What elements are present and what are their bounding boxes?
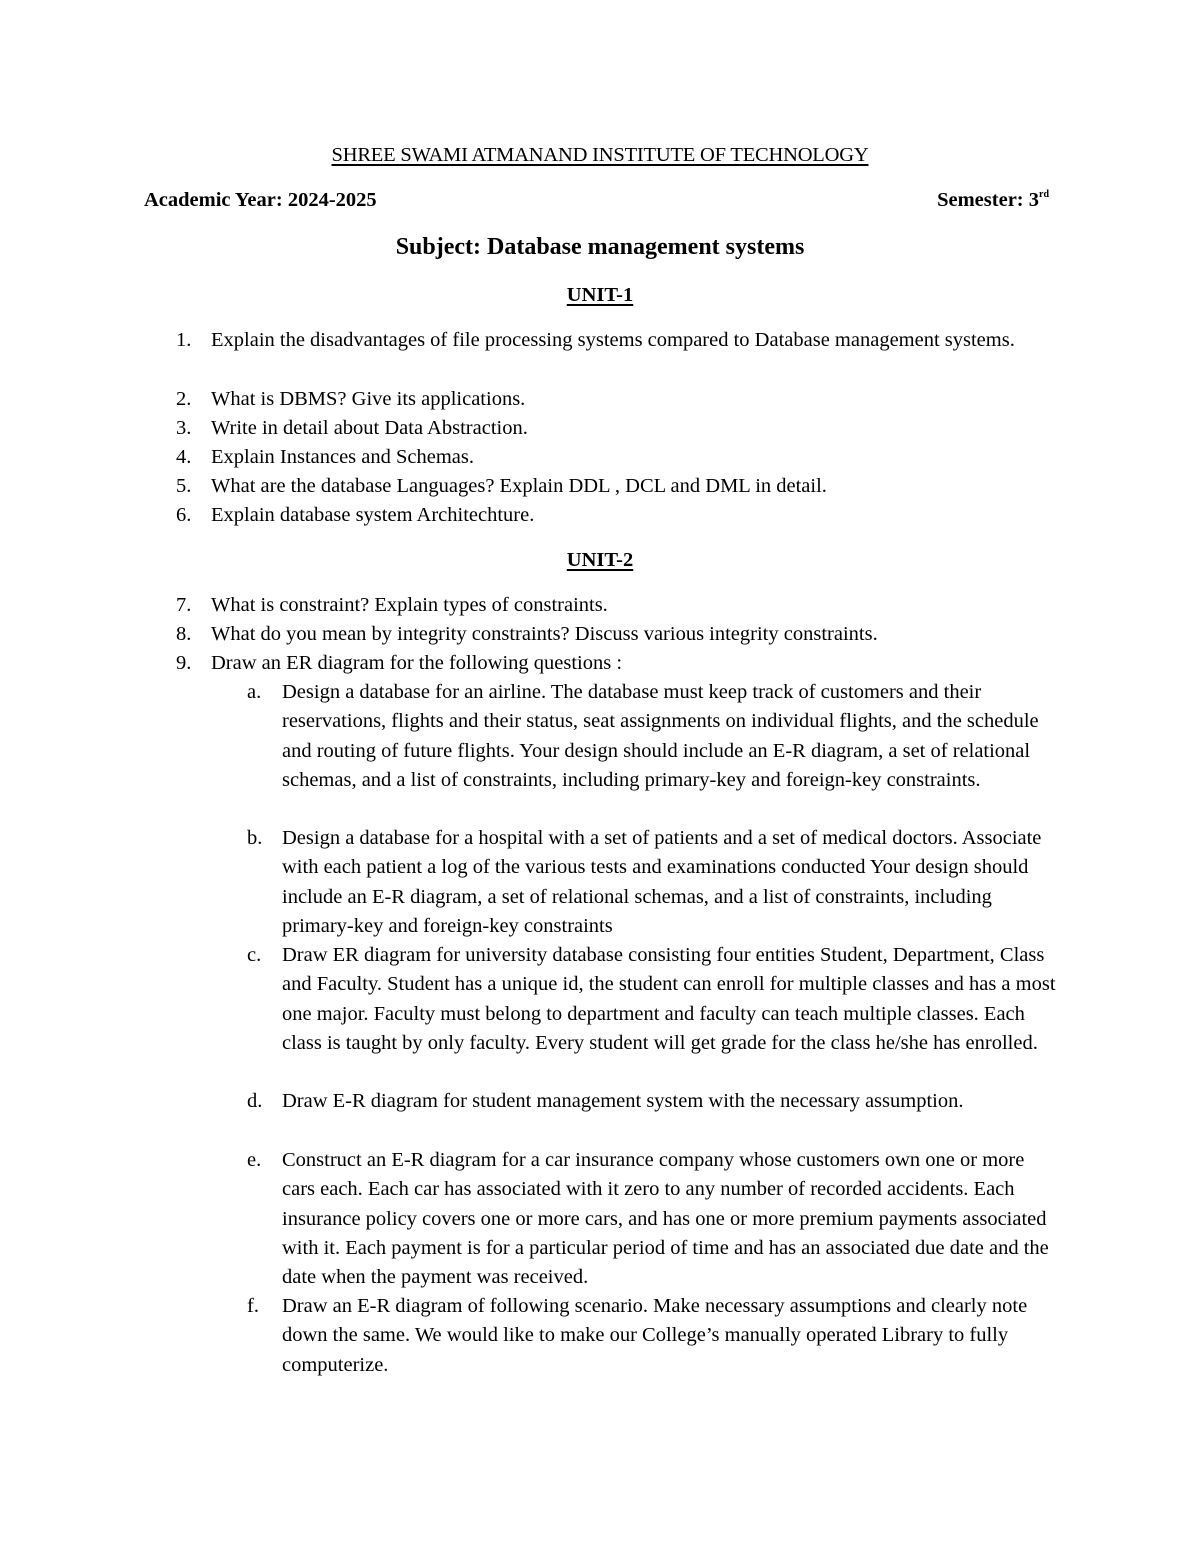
question-number: 7. bbox=[176, 594, 192, 616]
institute-title: SHREE SWAMI ATMANAND INSTITUTE OF TECHNOLOGY bbox=[331, 144, 869, 166]
question-text: Draw an ER diagram for the following questions : bbox=[211, 652, 623, 674]
question-number: 5. bbox=[176, 475, 192, 497]
question-number: 8. bbox=[176, 623, 192, 645]
question-text: Write in detail about Data Abstraction. bbox=[211, 417, 528, 439]
question-number: 3. bbox=[176, 417, 192, 439]
subquestion-letter: d. bbox=[247, 1090, 263, 1112]
semester bbox=[937, 189, 1049, 212]
question-number: 2. bbox=[176, 388, 192, 410]
question-text: What is constraint? Explain types of constraints. bbox=[211, 594, 608, 616]
semester-label: Semester: 3 bbox=[937, 189, 1039, 211]
question-text: What is DBMS? Give its applications. bbox=[211, 388, 526, 410]
question-text: What do you mean by integrity constraints? Discuss various integrity constraints. bbox=[211, 623, 878, 645]
question-number: 9. bbox=[176, 652, 192, 674]
unit-1-heading: UNIT-1 bbox=[566, 284, 634, 306]
question-text: Explain the disadvantages of file processing systems compared to Database management systems. bbox=[211, 329, 1015, 351]
question-text: Explain Instances and Schemas. bbox=[211, 446, 475, 468]
subquestion-text: Design a database for an airline. The database must keep track of customers and their reservations, flights and their status, seat assignments on individual flights, and the schedule and routing of future flights. Your design should include an E-R diagram, a set of relational schemas, and a list of constraints, including primary-key and foreign-key constraints. bbox=[282, 681, 1039, 791]
subquestion-text: Construct an E-R diagram for a car insurance company whose customers own one or more cars each. Each car has associated with it zero to any number of recorded accidents. Each insurance policy covers one or more cars, and has one or more premium payments associated with it. Each payment is for a particular period of time and has an associated due date and the date when the payment was received. bbox=[282, 1149, 1049, 1289]
academic-year: Academic Year: 2024-2025 bbox=[144, 189, 377, 211]
subquestion-letter: c. bbox=[247, 944, 262, 966]
subquestion-letter: e. bbox=[247, 1149, 262, 1171]
subquestion-text: Design a database for a hospital with a set of patients and a set of medical doctors. Associate with each patient a log of the various tests and examinations conducted Your design should include an E-R diagram, a set of relational schemas, and a list of constraints, including primary-key and foreign-key constraints bbox=[282, 827, 1042, 937]
subquestion-letter: f. bbox=[247, 1295, 259, 1317]
subquestion-text: Draw ER diagram for university database consisting four entities Student, Department, Class and Faculty. Student has a unique id, the student can enroll for multiple classes and has a most one major. Faculty must belong to department and faculty can teach multiple classes. Each class is taught by only faculty. Every student will get grade for the class he/she has enrolled. bbox=[282, 944, 1056, 1054]
question-number: 4. bbox=[176, 446, 192, 468]
subquestion-text: Draw an E-R diagram of following scenario. Make necessary assumptions and clearly note down the same. We would like to make our College’s manually operated Library to fully computerize. bbox=[282, 1295, 1028, 1376]
question-text: Explain database system Architechture. bbox=[211, 504, 535, 526]
subquestion-letter: a. bbox=[247, 681, 262, 703]
question-text: What are the database Languages? Explain DDL , DCL and DML in detail. bbox=[211, 475, 827, 497]
unit-2-heading: UNIT-2 bbox=[566, 549, 634, 571]
question-number: 6. bbox=[176, 504, 192, 526]
subquestion-letter: b. bbox=[247, 827, 263, 849]
subquestion-text: Draw E-R diagram for student management system with the necessary assumption. bbox=[282, 1090, 964, 1112]
question-number: 1. bbox=[176, 329, 192, 351]
subject-title: Subject: Database management systems bbox=[395, 234, 805, 260]
semester-ordinal-suffix: rd bbox=[1039, 189, 1049, 200]
